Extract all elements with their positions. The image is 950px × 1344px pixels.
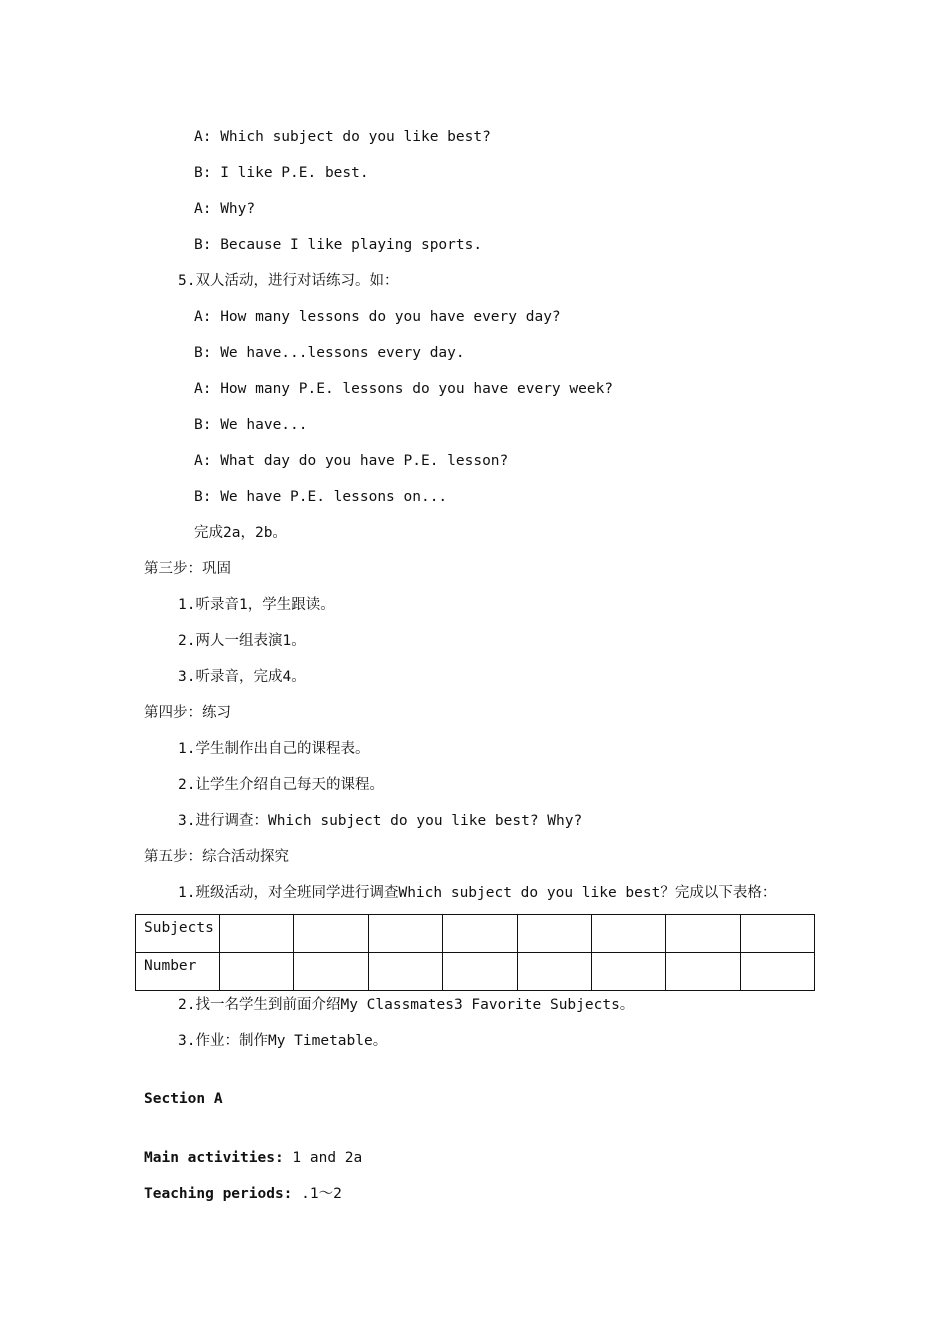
dialog-line: A: What day do you have P.E. lesson? — [194, 453, 509, 469]
step-heading: 第四步：练习 — [144, 705, 231, 721]
dialog-line: A: How many P.E. lessons do you have every week? — [194, 381, 614, 397]
table-cell — [740, 915, 814, 953]
main-activities-value: 1 and 2a — [283, 1150, 363, 1166]
table-cell — [666, 953, 740, 991]
dialog-line: A: Why? — [194, 201, 256, 217]
section-title: Section A — [144, 1091, 223, 1107]
main-activities-label: Main activities: — [144, 1150, 284, 1166]
table-cell — [368, 953, 442, 991]
dialog-line: A: How many lessons do you have every day? — [194, 309, 561, 325]
main-activities — [144, 1148, 362, 1168]
dialog-line: B: I like P.E. best. — [194, 165, 369, 181]
table-row — [136, 915, 815, 953]
table-cell — [443, 915, 517, 953]
step-item: 2.找一名学生到前面介绍My Classmates3 Favorite Subjects。 — [178, 997, 635, 1013]
table-row — [136, 953, 815, 991]
step-item: 3.听录音，完成4。 — [178, 669, 306, 685]
step-item: 1.听录音1，学生跟读。 — [178, 597, 335, 613]
table-cell — [294, 915, 368, 953]
step-item: 3.作业：制作My Timetable。 — [178, 1033, 388, 1049]
table-cell — [591, 915, 665, 953]
step-item: 2.两人一组表演1。 — [178, 633, 306, 649]
complete-note: 完成2a，2b。 — [194, 525, 287, 541]
step-item: 3.进行调查：Which subject do you like best? Why? — [178, 813, 583, 829]
table-cell — [220, 953, 294, 991]
dialog-line: B: We have...lessons every day. — [194, 345, 465, 361]
table-cell — [368, 915, 442, 953]
teaching-periods-value: .1～2 — [292, 1186, 342, 1202]
survey-table — [135, 914, 815, 991]
table-cell — [294, 953, 368, 991]
step-item: 1.班级活动，对全班同学进行调查Which subject do you like best？完成以下表格： — [178, 885, 777, 901]
step-item: 2.让学生介绍自己每天的课程。 — [178, 777, 384, 793]
row-header: Number — [136, 953, 220, 991]
table-cell — [443, 953, 517, 991]
table-cell — [666, 915, 740, 953]
dialog-line: B: Because I like playing sports. — [194, 237, 483, 253]
table-cell — [220, 915, 294, 953]
step-item: 1.学生制作出自己的课程表。 — [178, 741, 370, 757]
teaching-periods — [144, 1184, 342, 1204]
step-heading: 第五步：综合活动探究 — [144, 849, 289, 865]
table-cell — [517, 915, 591, 953]
step-heading: 第三步：巩固 — [144, 561, 231, 577]
step-item: 5.双人活动，进行对话练习。如： — [178, 273, 399, 289]
table-cell — [517, 953, 591, 991]
dialog-line: B: We have... — [194, 417, 308, 433]
table-cell — [591, 953, 665, 991]
dialog-line: A: Which subject do you like best? — [194, 129, 491, 145]
row-header: Subjects — [136, 915, 220, 953]
table-cell — [740, 953, 814, 991]
dialog-line: B: We have P.E. lessons on... — [194, 489, 448, 505]
teaching-periods-label: Teaching periods: — [144, 1186, 293, 1202]
